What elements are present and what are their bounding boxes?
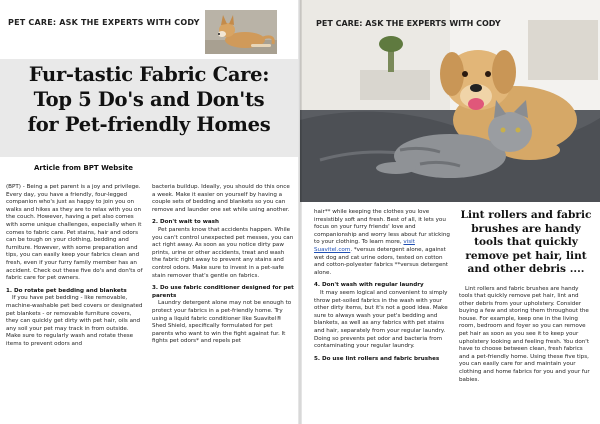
article-byline: Article from BPT Website (34, 164, 133, 172)
tip-1-continued: bacteria buildup. Ideally, you should do this once a week. Make it easier on yourself by having a couple sets of bedding and blankets so you can remove and launder one set while using another. (152, 184, 290, 213)
tip-4-heading: 4. Don't wash with regular laundry (314, 282, 424, 289)
title-line-1: Fur-tastic Fabric Care: (28, 63, 270, 86)
body-column-1 (6, 184, 144, 353)
article-title (0, 59, 298, 157)
title-line-3: for Pet-friendly Homes (27, 113, 271, 136)
tip-2-heading: 2. Don't wait to wash (152, 219, 219, 226)
title-line-2: Top 5 Do's and Don'ts (33, 88, 265, 111)
page-header-right: PET CARE: ASK THE EXPERTS WITH CODY (316, 19, 501, 28)
tip-3-continued-text: hair** while keeping the clothes you love irresistibly soft and fresh. Best of all, it lets you focus on your furry friends' love and companionship and worry less about fur sticking to your clothing. To learn more, (314, 209, 450, 246)
left-body-columns (6, 184, 294, 353)
dog-thumbnail-photo (205, 10, 277, 54)
pull-quote: Lint rollers and fabric brushes are handy tools that quickly remove pet hair, lint and other debris .... (460, 209, 592, 275)
page-gutter (298, 0, 302, 424)
intro-paragraph: (BPT) - Being a pet parent is a joy and privilege. Every day, you have a friendly, four-legged companion who's just as happy to join you on walks and hikes as they are to relax with you on the couch. However, having a pet also comes with some unique challenges, especially when it comes to fabric care. Pet stains, hair and odors can be tough on your clothing, bedding and furniture. However, with some preparation and tips, you can easily keep your fabrics clean and fresh, even if your furry family member has an accident. Check out these five do's and don'ts of fabric care for pet owners. (6, 184, 143, 282)
body-column-4 (459, 209, 593, 389)
tip-3-continued (314, 209, 452, 277)
tip-1-heading: 1. Do rotate pet bedding and blankets (6, 287, 127, 294)
tip-3-heading: 3. Do use fabric conditioner designed for pet parents (152, 285, 294, 299)
dog-thumbnail-image (205, 10, 277, 54)
tip-1-text: If you have pet bedding - like removable, machine-washable pet bed covers or designated pet blankets - or removable furniture covers, they can quickly get dirty with pet hair, oils and any soil your pet may track in from outside. Make sure to regularly wash and rotate these items to prevent odors and (6, 295, 143, 347)
body-column-3 (314, 209, 452, 363)
tip-2-text: Pet parents know that accidents happen. While you can't control unexpected pet messes, you can act right away. As soon as you notice dirty paw prints, urine or other accidents, treat and wash the fabric right away to prevent any stains and control odors. Make sure to invest in a pet-safe stain remover that's gentle on fabrics. (152, 226, 294, 279)
page-header-left: PET CARE: ASK THE EXPERTS WITH CODY (8, 18, 200, 27)
dog-cat-image (300, 0, 600, 202)
tip-3-footnote: . *versus detergent alone, against wet dog and cat urine odors, tested on cotton and cotton-polyester fabrics **versus detergent alone. (314, 246, 449, 276)
tip-3-text: Laundry detergent alone may not be enough to protect your fabrics in a pet-friendly home. Try using a liquid fabric conditioner like Suavitel® Shed Shield, specifically formulated for pet parents who want to win the fight against fur. It fights pet odors* and repels pet (152, 300, 292, 345)
suavitel-link[interactable]: visit Suavitel.com (314, 239, 415, 253)
right-page (300, 0, 600, 424)
tip-4-text: It may seem logical and convenient to simply throw pet-soiled fabrics in the wash with your other dirty items, but it's not a good idea. Make sure to always wash your pet's bedding and blankets, as well as any fabrics with pet stains and hair, separately from your regular laundry. Doing so prevents pet odor and bacteria from contaminating your regular laundry. (314, 289, 448, 350)
tip-5-heading: 5. Do use lint rollers and fabric brushes (314, 355, 440, 362)
tip-5-text: Lint rollers and fabric brushes are handy tools that quickly remove pet hair, lint and other debris from your upholstery. Consider buying a few and storing them throughout the house. For example, keep one in the living room, bedroom and foyer so you can remove pet hair as soon as you see it to keep your upholstery looking and feeling fresh. You don't have to choose between clean, fresh fabrics and a pet-friendly home. Using these five tips, you can easily care for and maintain your clothing and home fabrics for you and your fur babies. (459, 285, 590, 383)
body-column-2 (152, 184, 294, 353)
dog-and-cat-photo (300, 0, 600, 202)
